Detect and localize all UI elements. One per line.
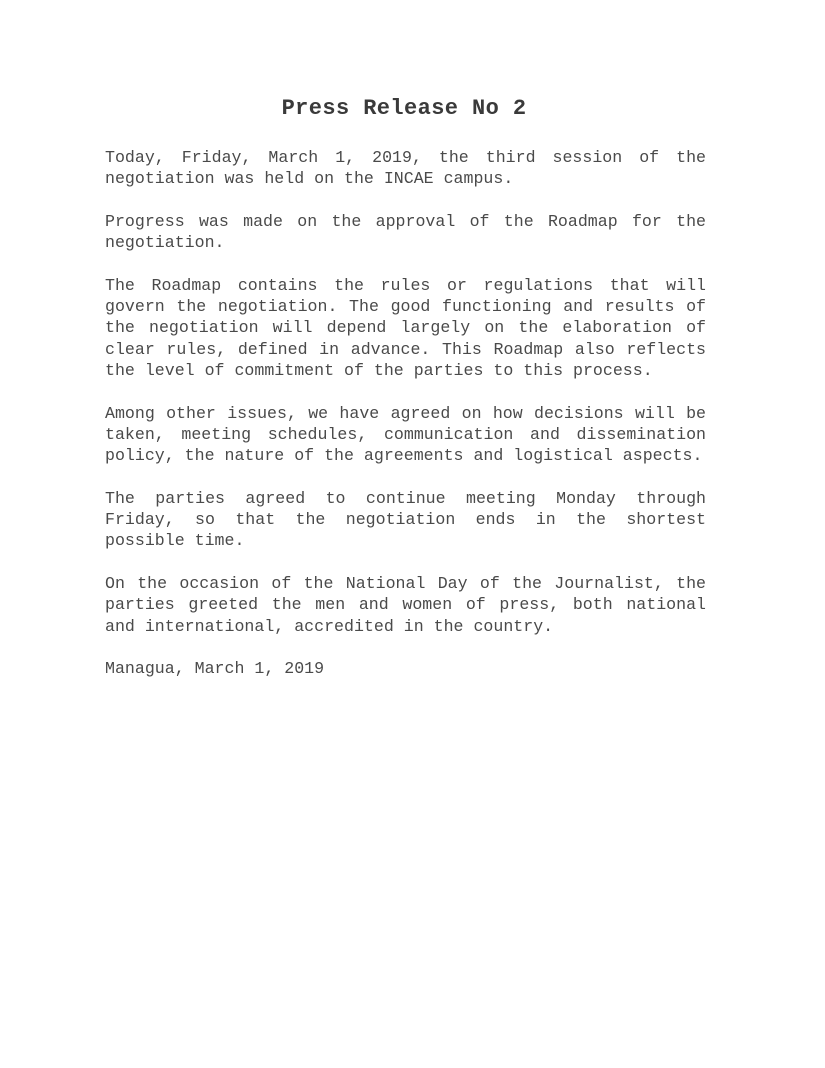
paragraph-meeting-schedule: The parties agreed to continue meeting Monday through Friday, so that the negotiation ends in the shortest possible time.	[105, 488, 706, 551]
document-body	[105, 147, 706, 679]
paragraph-roadmap-progress: Progress was made on the approval of the Roadmap for the negotiation.	[105, 211, 706, 253]
paragraph-agreed-issues: Among other issues, we have agreed on how decisions will be taken, meeting schedules, communication and dissemination policy, the nature of the agreements and logistical aspects.	[105, 403, 706, 466]
paragraph-journalist-day: On the occasion of the National Day of the Journalist, the parties greeted the men and women of press, both national and international, accredited in the country.	[105, 573, 706, 636]
document-title: Press Release No 2	[281, 96, 527, 121]
paragraph-session-held: Today, Friday, March 1, 2019, the third session of the negotiation was held on the INCAE campus.	[105, 148, 706, 189]
paragraph-roadmap-rules: The Roadmap contains the rules or regulations that will govern the negotiation. The good functioning and results of the negotiation will depend largely on the elaboration of clear rules, defined in advance. This Roadmap also reflects the level of commitment of the parties to this process.	[105, 275, 706, 380]
closing-place-date: Managua, March 1, 2019	[105, 659, 325, 679]
